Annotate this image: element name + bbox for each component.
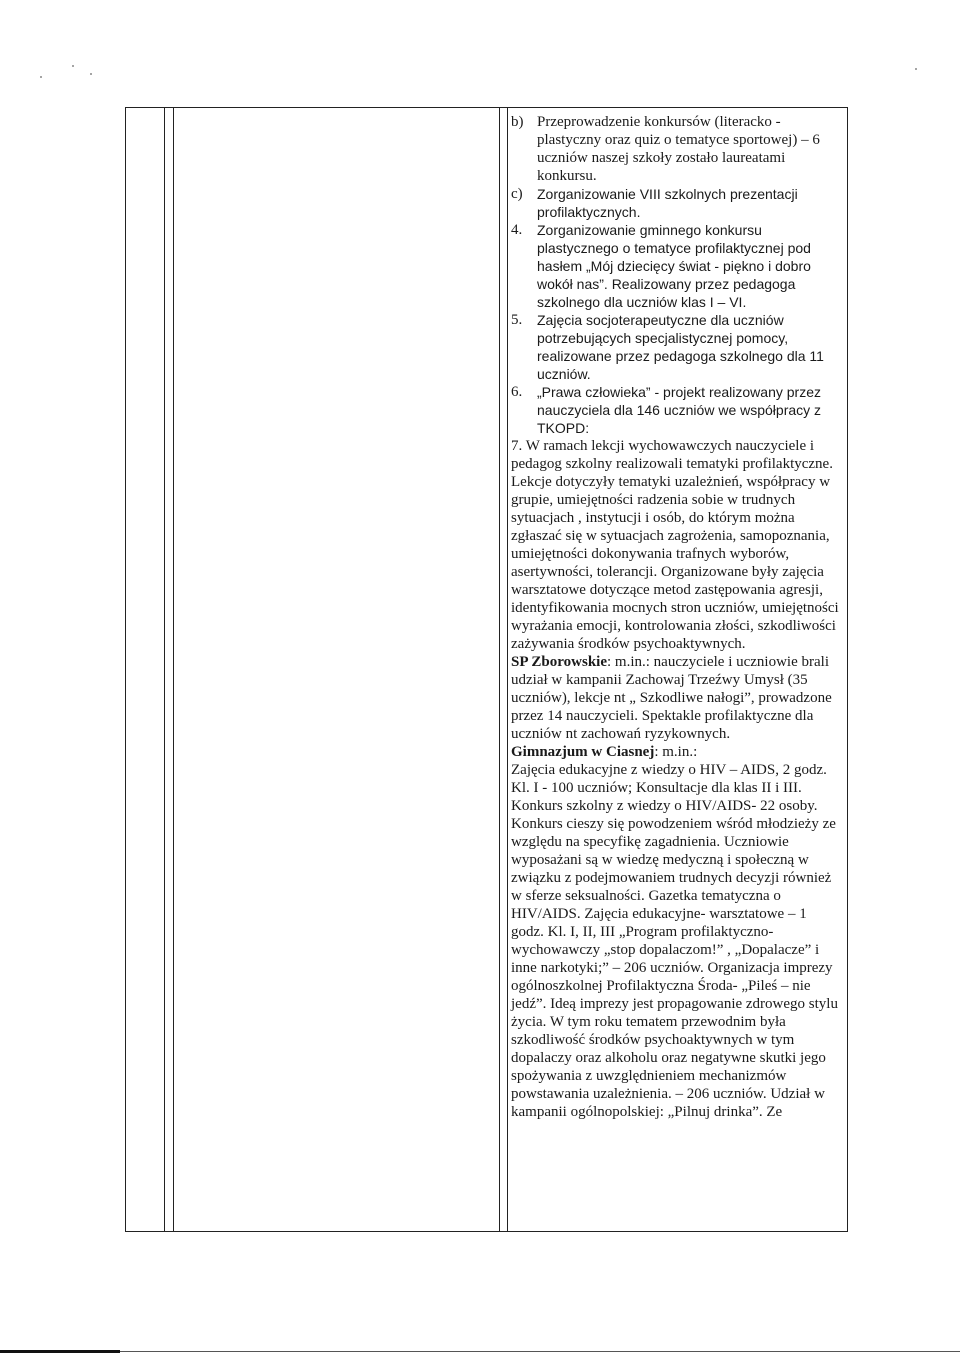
list-item-c — [511, 185, 843, 221]
table-cell-content — [511, 113, 843, 1121]
column-divider — [507, 108, 508, 1231]
page-bottom-edge-shadow — [0, 1350, 120, 1353]
list-item-6 — [511, 383, 843, 437]
column-divider — [499, 108, 500, 1231]
item-text: Zorganizowanie VIII szkolnych prezentacji profilaktycznych. — [537, 186, 798, 220]
item-text: Zorganizowanie gminnego konkursu plastycznego o tematyce profilaktycznej pod hasłem „Mój dziecięcy świat - piękno i dobro wokół nas”. Realizowany przez pedagoga szkolnego dla uczniów klas I – VI. — [537, 222, 811, 310]
list-item-4 — [511, 221, 843, 311]
list-item-5 — [511, 311, 843, 383]
item-label: c) — [511, 186, 523, 202]
item-label: 4. — [511, 222, 523, 238]
scan-speck — [915, 68, 917, 70]
school-text: : m.in.: — [654, 744, 698, 760]
school-heading: Gimnazjum w Ciasnej — [511, 744, 655, 760]
school-heading: SP Zborowskie — [511, 654, 607, 670]
list-item-b — [511, 113, 843, 185]
sp-zborowskie-paragraph — [511, 653, 843, 743]
column-divider — [164, 108, 165, 1231]
item-label: b) — [511, 114, 524, 130]
scan-speck — [72, 65, 74, 67]
scan-speck — [40, 76, 42, 78]
gimnazjum-heading-line — [511, 743, 843, 761]
item-text: „Prawa człowieka” - projekt realizowany przez nauczyciela dla 146 uczniów we współpracy z TKOPD: — [537, 384, 822, 436]
column-divider — [173, 108, 174, 1231]
page-bottom-edge — [0, 1351, 960, 1352]
item-text: Zajęcia socjoterapeutyczne dla uczniów potrzebujących specjalistycznej pomocy, realizowane przez pedagoga szkolnego dla 11 uczniów. — [537, 312, 824, 382]
paragraph-7: 7. W ramach lekcji wychowawczych nauczyciele i pedagog szkolny realizowali tematyki profilaktyczne. Lekcje dotyczyły tematyki uzależnień, współpracy w grupie, umiejętności radzenia sobie w trudnych sytuacjach , instytucji i osób, do którym można zgłaszać się w sytuacjach zagrożenia, samopoznania, umiejętności dokonywania trafnych wyborów, asertywności, tolerancji. Organizowane były zajęcia warsztatowe dotyczące metod zastępowania agresji, identyfikowania mocnych stron uczniów, umiejętności wyrażania emocji, kontrolowania złości, szkodliwości zażywania środków psychoaktywnych. — [511, 438, 839, 652]
item-label: 6. — [511, 384, 523, 400]
scan-speck — [90, 73, 92, 75]
school-text: : m.in.: nauczyciele i uczniowie brali udział w kampanii Zachowaj Trzeźwy Umysł (35 uczniów), lekcje nt „ Szkodliwe nałogi”, prowadzone przez 14 nauczycieli. Spektakle profilaktyczne dla uczniów nt zachowań ryzykownych. — [511, 654, 832, 742]
gimnazjum-paragraph: Zajęcia edukacyjne z wiedzy o HIV – AIDS, 2 godz. Kl. I - 100 uczniów; Konsultacje dla klas II i III. Konkurs szkolny z wiedzy o HIV/AIDS- 22 osoby. Konkurs cieszy się powodzeniem wśród młodzieży ze względu na specyfikę zagadnienia. Uczniowie wyposażani są w wiedzę medyczną i społeczną w związku z podejmowaniem trudnych decyzji również w sferze seksualności. Gazetka tematyczna o HIV/AIDS. Zajęcia edukacyjne- warsztatowe – 1 godz. Kl. I, II, III „Program profilaktyczno-wychowawczy „stop dopalaczom!” , „Dopalacze” i inne narkotyki;” – 206 uczniów. Organizacja imprezy ogólnoszkolnej Profilaktyczna Środa- „Pileś – nie jedź”. Ideą imprezy jest propagowanie zdrowego stylu życia. W tym roku tematem przewodnim była szkodliwość środków psychoaktywnych w tym dopalaczy oraz alkoholu oraz negatywne skutki jego spożywania z uwzględnieniem mechanizmów powstawania uzależnienia. – 206 uczniów. Udział w kampanii ogólnopolskiej: „Pilnuj drinka”. Ze — [511, 762, 838, 1120]
item-text: Przeprowadzenie konkursów (literacko - plastyczny oraz quiz o tematyce sportowej) – 6 uczniów naszej szkoły zostało laureatami konkursu. — [537, 114, 820, 184]
item-label: 5. — [511, 312, 523, 328]
